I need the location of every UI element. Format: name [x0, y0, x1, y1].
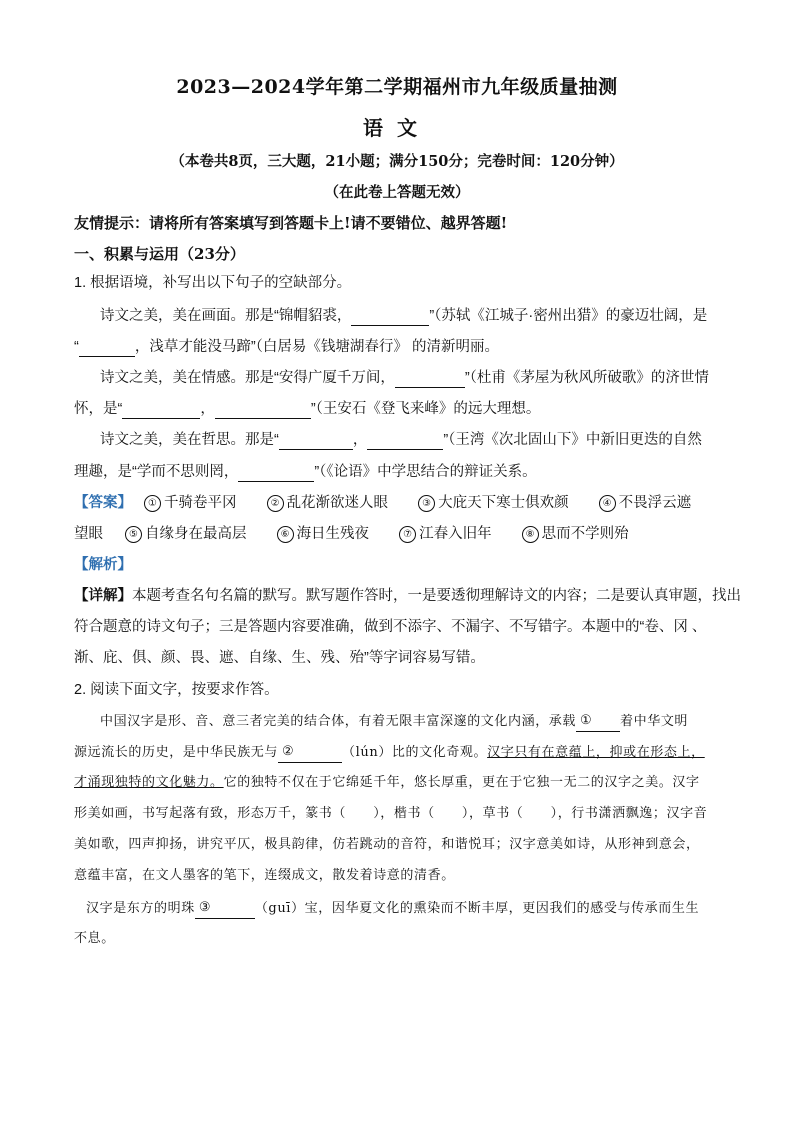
answer-number: ②	[267, 495, 284, 512]
blank-marker: ③	[198, 900, 212, 915]
q2-passage-line-2	[74, 742, 705, 763]
answer-item	[136, 495, 237, 511]
answer-text: 海日生残夜	[296, 526, 370, 542]
answer-number: ⑧	[522, 526, 539, 543]
section-heading: 一、积累与运用（23分）	[74, 245, 245, 263]
fill-blank	[351, 309, 429, 326]
q2-passage-line-5: 美如歌，四声抑扬，讲究平仄，极具韵律，仿若跳动的音符，和谐悦耳；汉字意美如诗，从形神到意会，	[74, 837, 700, 852]
answer-number: ⑥	[277, 526, 294, 543]
answer-number: ⑤	[125, 526, 142, 543]
answer-text: 千骑卷平冈	[164, 495, 237, 511]
q1-text: ，	[200, 401, 215, 417]
passage-text: 着中华文明	[620, 714, 689, 729]
passage-text: 它的独特不仅在于它绵延千年，悠长厚重，更在于它独一无二的汉字之美。汉字	[223, 775, 700, 790]
answer-item	[514, 526, 629, 542]
passage-text: （guī）宝，因华夏文化的熏染而不断丰厚，更因我们的感受与传承而生生	[254, 901, 700, 916]
q1-paragraph-2-line-1	[100, 368, 750, 388]
underlined-sentence: 汉字只有在意蕴上，抑或在形态上，	[487, 745, 705, 760]
answer-item	[410, 495, 569, 511]
friendly-tip: 友情提示：请将所有答案填写到答题卡上!请不要错位、越界答题!	[74, 214, 508, 232]
analysis-label: 【解析】	[74, 557, 132, 573]
passage-text: 源远流长的历史，是中华民族无与	[74, 745, 279, 760]
q1-text: ，浅草才能没马蹄”（白居易《钱塘湖春行》 的清新明丽。	[134, 339, 499, 355]
passage-text: 中国汉字是形、音、意三者完美的结合体，有着无限丰富深邃的文化内涵，承载	[100, 714, 577, 729]
q1-text: ，	[352, 432, 368, 448]
answer-number: ④	[599, 495, 616, 512]
detail-line-2: 符合题意的诗文句子；三是答题内容要准确，做到不添字、不漏字、不写错字。本题中的“卷、冈 、	[74, 619, 707, 635]
answer-text: 自缘身在最高层	[145, 526, 247, 542]
q1-text: ”（《论语》中学思结合的辩证关系。	[314, 464, 537, 480]
q1-text: ”（王安石《登飞来峰》的远大理想。	[310, 401, 541, 417]
underlined-sentence: 才涌现独特的文化魅力。	[74, 775, 224, 790]
answer-text: 乱花渐欲迷人眼	[286, 495, 389, 511]
passage-blank	[278, 742, 342, 763]
q1-text: ”（苏轼《江城子·密州出猎》的豪迈壮阔，是	[429, 308, 708, 324]
q1-paragraph-3-line-2	[74, 462, 724, 482]
q1-paragraph-1-line-1	[100, 306, 750, 326]
answer-item	[259, 495, 389, 511]
passage-blank	[576, 711, 620, 732]
fill-blank	[367, 433, 443, 450]
q2-passage-line-7	[86, 898, 711, 919]
answer-number: ①	[144, 495, 161, 512]
blank-marker: ②	[282, 744, 295, 759]
fill-blank	[215, 402, 311, 419]
q1-text: 诗文之美，美在哲思。那是“	[100, 432, 279, 448]
q1-text: “	[74, 339, 79, 355]
fill-blank	[395, 371, 465, 388]
answer-item	[591, 495, 692, 511]
subject-title: 语文	[363, 116, 431, 140]
q1-paragraph-3-line-1	[100, 430, 750, 450]
q1-text: 理趣，是“学而不思则罔，	[74, 464, 239, 480]
answer-continuation: 望眼	[74, 526, 103, 542]
blank-marker: ①	[580, 713, 593, 728]
q1-text: ”（王湾《次北固山下》中新旧更迭的自然	[443, 432, 702, 448]
detail-line-3: 渐、庇、俱、颜、畏、遮、自缘、生、残、殆”等字词容易写错。	[74, 650, 485, 666]
q1-paragraph-1-line-2	[74, 337, 724, 357]
detail-line-1	[74, 586, 741, 606]
answer-number: ③	[418, 495, 435, 512]
q1-text: 诗文之美，美在情感。那是“安得广厦千万间，	[100, 370, 395, 386]
question-2-prompt: 2. 阅读下面文字，按要求作答。	[74, 682, 279, 698]
q1-paragraph-2-line-2	[74, 399, 724, 419]
exam-title: 2023—2024学年第二学期福州市九年级质量抽测	[176, 76, 618, 98]
detail-text: 本题考查名句名篇的默写。默写题作答时，一是要透彻理解诗文的内容；二是要认真审题，找出	[132, 588, 741, 604]
exam-notice: （在此卷上答题无效）	[324, 184, 470, 201]
question-1-prompt: 1. 根据语境，补写出以下句子的空缺部分。	[74, 275, 352, 291]
answer-line-2	[74, 524, 724, 544]
passage-text: （lún）比的文化奇观。	[342, 745, 488, 760]
q2-passage-line-6: 意蕴丰富，在文人墨客的笔下，连缀成文，散发着诗意的清香。	[74, 868, 455, 883]
q2-passage-line-4: 形美如画，书写起落有致，形态万千，篆书（ ），楷书（ ），草书（ ），行书潇洒飘逸；汉字音	[74, 806, 708, 821]
answer-item	[269, 526, 370, 542]
fill-blank	[122, 402, 200, 419]
answer-text: 大庇天下寒士俱欢颜	[438, 495, 569, 511]
q2-passage-line-8: 不息。	[74, 931, 115, 946]
q1-text: 怀，是“	[74, 401, 123, 417]
answer-text: 江春入旧年	[419, 526, 492, 542]
answer-line-1	[74, 493, 724, 513]
analysis-line	[74, 555, 724, 575]
passage-text: 汉字是东方的明珠	[86, 901, 195, 916]
q2-passage-line-3	[74, 773, 699, 793]
fill-blank	[279, 433, 353, 450]
exam-info: （本卷共8页，三大题，21小题；满分150分；完卷时间：120分钟）	[170, 153, 624, 170]
answer-label: 【答案】	[74, 495, 132, 511]
passage-blank	[195, 898, 255, 919]
answer-item	[117, 526, 247, 542]
fill-blank	[79, 340, 135, 357]
detail-label: 【详解】	[74, 588, 132, 604]
q1-text: ”（杜甫《茅屋为秋风所破歌》的济世情	[464, 370, 709, 386]
answer-text: 思而不学则殆	[541, 526, 629, 542]
q2-passage-line-1	[100, 711, 725, 732]
answer-item	[391, 526, 492, 542]
q1-text: 诗文之美，美在画面。那是“锦帽貂裘，	[100, 308, 352, 324]
answer-text: 不畏浮云遮	[618, 495, 692, 511]
answer-number: ⑦	[399, 526, 416, 543]
fill-blank	[238, 465, 314, 482]
